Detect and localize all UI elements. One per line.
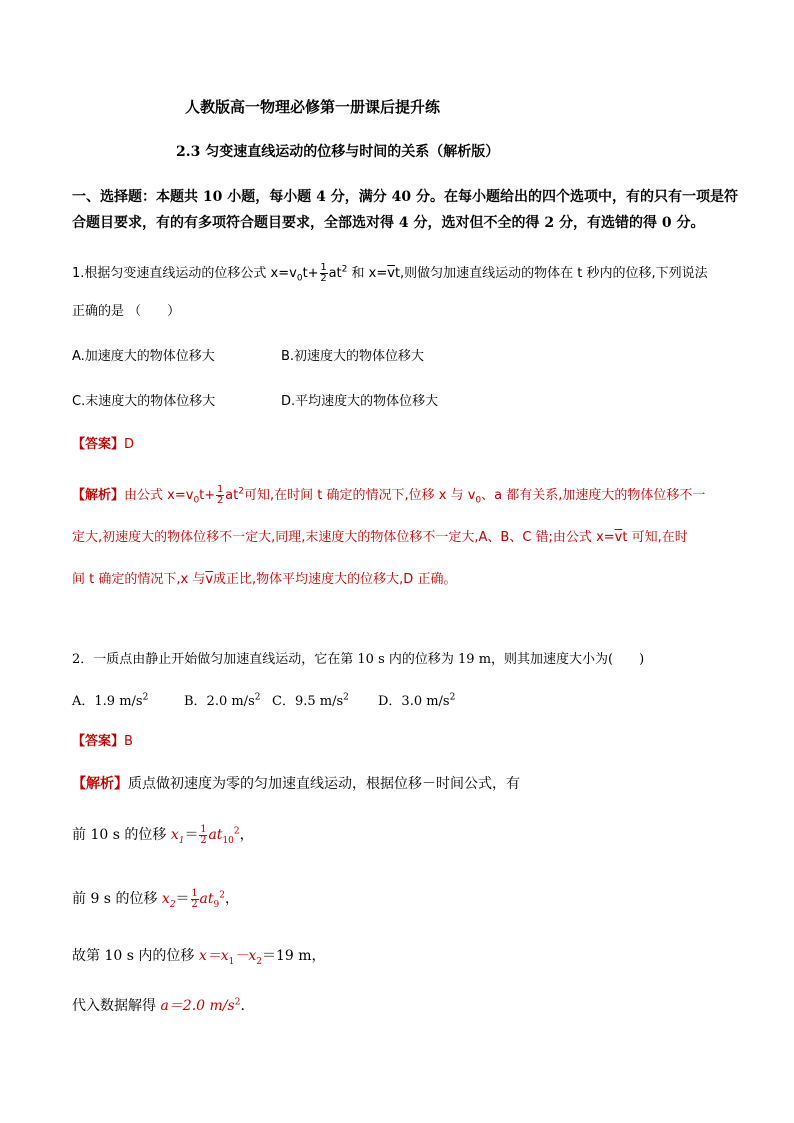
q1-explanation-line1: 【解析】由公式 $x=v_0t+$ $\frac{1}{2}$ $at^2$可知,在时间 t 确定的情况下,位移 x 与 $v_0$、a 都有关系,加速度大的物体位移不一	[72, 484, 706, 506]
q2-explanation-line2: 前 9 s 的位移 $x_2=$ $\frac{1}{2}$ $at_9^2$，	[72, 887, 239, 910]
doc-title: 人教版高一物理必修第一册课后提升练	[185, 98, 441, 116]
q1-stem-line2: 正确的是 （ ）	[72, 304, 181, 319]
fraction-half: $\frac{1}{2}$	[320, 262, 327, 284]
q1-option-a: A.加速度大的物体位移大	[72, 349, 215, 364]
fraction-half: $\frac{1}{2}$	[216, 484, 224, 506]
section-instructions-line2: 合题目要求，有的有多项符合题目要求，全部选对得 4 分，选对但不全的得 2 分，有选错的得 0 分。	[72, 215, 705, 231]
fraction-half: $\frac{1}{2}$	[191, 887, 198, 910]
q1-explanation-line2: 定大,初速度大的物体位移不一定大,同理,末速度大的物体位移不一定大,A、B、C 错;由公式 $x=\overline{v}t$ 可知,在时	[72, 530, 688, 545]
q1-answer: 【答案】D	[72, 437, 135, 452]
q2-stem: 2．一质点由静止开始做匀加速直线运动，它在第 10 s 内的位移为 19 m，则其加速度大小为( )	[72, 652, 645, 667]
q2-option-b: B．2.0 $m/s^2$	[184, 692, 261, 709]
q2-option-a: A．1.9 $m/s^2$	[72, 692, 149, 709]
q1-option-c: C.末速度大的物体位移大	[72, 394, 216, 409]
q2-explanation-intro: 【解析】质点做初速度为零的匀加速直线运动，根据位移－时间公式，有	[72, 776, 520, 792]
q2-option-d: D．3.0 $m/s^2$	[378, 692, 456, 709]
q1-option-b: B.初速度大的物体位移大	[281, 349, 425, 364]
q1-option-d: D.平均速度大的物体位移大	[281, 394, 439, 409]
q2-explanation-line4: 代入数据解得 a＝2.0 $m/s^2$.	[72, 997, 245, 1014]
section-instructions-line1: 一、选择题：本题共 10 小题，每小题 4 分，满分 40 分。在每小题给出的四个选项中，有的只有一项是符	[72, 189, 738, 205]
fraction-half: $\frac{1}{2}$	[200, 823, 207, 846]
q1-explanation-line3: 间 t 确定的情况下,x 与$\overline{v}$成正比,物体平均速度大的位移大,D 正确。	[72, 572, 457, 587]
q2-option-c: C．9.5 $m/s^2$	[272, 692, 349, 709]
q2-answer: 【答案】B	[72, 734, 133, 749]
doc-subtitle: 2.3 匀变速直线运动的位移与时间的关系（解析版）	[176, 144, 500, 160]
q1-stem-line1: 1.根据匀变速直线运动的位移公式 $x=v_0t+$ $\frac{1}{2}$ $at^2$ 和 $x=\overline{v}t$,则做匀加速直线运动的物体在 t 秒内的位移,下列说法	[72, 262, 708, 284]
q2-explanation-line3: 故第 10 s 内的位移 $x=x_1-x_2=19$ m，	[72, 948, 326, 967]
q2-explanation-line1: 前 10 s 的位移 $x_1=$ $\frac{1}{2}$ $at_{10}^2$，	[72, 823, 254, 846]
